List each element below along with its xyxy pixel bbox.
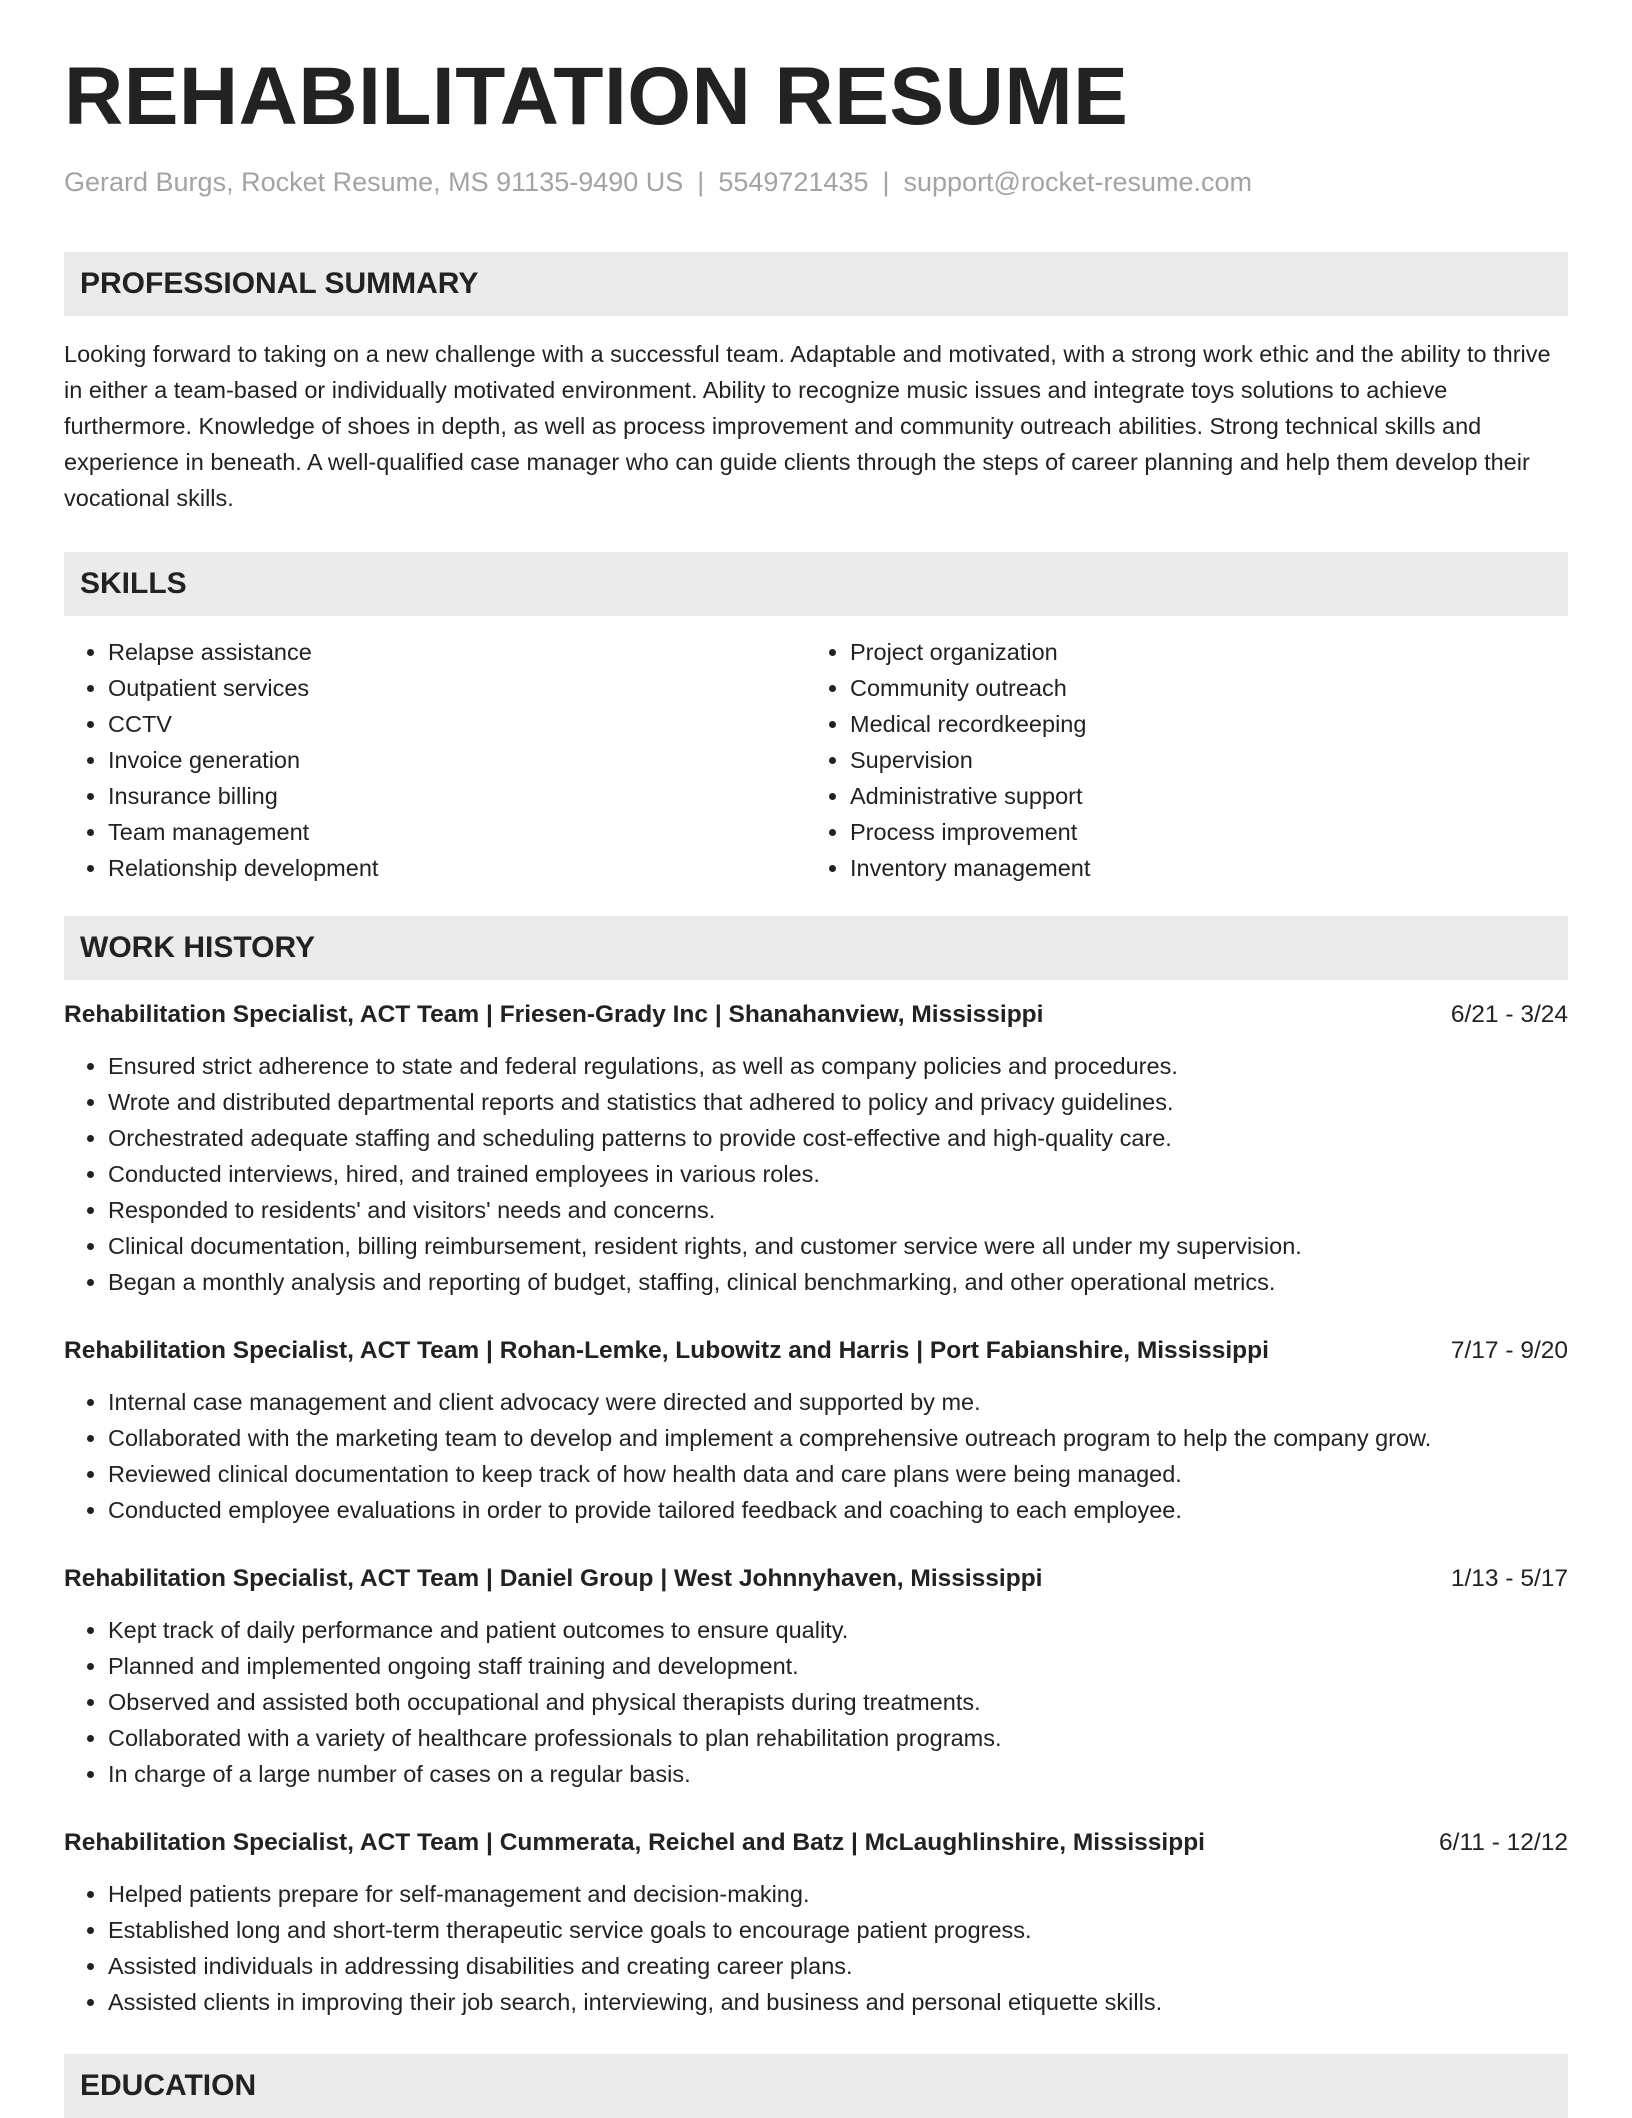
section-heading-work-history: WORK HISTORY	[64, 916, 1568, 980]
job-bullet: • Helped patients prepare for self-management and decision-making.	[108, 1876, 1568, 1912]
job-bullet: • Ensured strict adherence to state and federal regulations, as well as company policies and procedures.	[108, 1048, 1568, 1084]
professional-summary-section	[64, 252, 1568, 516]
contact-separator: |	[697, 167, 705, 197]
job-title: Rehabilitation Specialist, ACT Team | Rohan-Lemke, Lubowitz and Harris | Port Fabianshire, Mississippi	[64, 1337, 1269, 1365]
skill-item: • Supervision	[850, 742, 1548, 778]
job-header	[64, 1826, 1568, 1860]
contact-address: Gerard Burgs, Rocket Resume, MS 91135-9490 US	[64, 167, 684, 197]
job-bullet: • Clinical documentation, billing reimbursement, resident rights, and customer service were all under my supervision.	[108, 1228, 1568, 1264]
skills-list-left	[64, 634, 806, 886]
skill-item: • Team management	[108, 814, 806, 850]
job-dates: 6/21 - 3/24	[1450, 1001, 1568, 1029]
contact-email: support@rocket-resume.com	[903, 167, 1253, 197]
resume-title: REHABILITATION RESUME	[64, 51, 1129, 142]
skill-item: • Project organization	[850, 634, 1548, 670]
job-bullets	[64, 1048, 1568, 1300]
job-bullet: • Established long and short-term therapeutic service goals to encourage patient progress.	[108, 1912, 1568, 1948]
job-title: Rehabilitation Specialist, ACT Team | Friesen-Grady Inc | Shanahanview, Mississippi	[64, 1001, 1044, 1029]
job-bullet: • Collaborated with a variety of healthcare professionals to plan rehabilitation programs.	[108, 1720, 1568, 1756]
job-dates: 6/11 - 12/12	[1439, 1829, 1568, 1857]
job-bullet: • Conducted interviews, hired, and trained employees in various roles.	[108, 1156, 1568, 1192]
job-bullet: • Collaborated with the marketing team to develop and implement a comprehensive outreach program to help the company grow.	[108, 1420, 1568, 1456]
skill-item: • Administrative support	[850, 778, 1548, 814]
job-dates: 7/17 - 9/20	[1450, 1337, 1568, 1365]
skill-item: • Insurance billing	[108, 778, 806, 814]
skill-item: • Process improvement	[850, 814, 1548, 850]
contact-line	[64, 166, 1568, 198]
job-bullet: • Orchestrated adequate staffing and scheduling patterns to provide cost-effective and high-quality care.	[108, 1120, 1568, 1156]
job-header	[64, 1562, 1568, 1596]
skills-section	[64, 552, 1568, 886]
summary-text: Looking forward to taking on a new challenge with a successful team. Adaptable and motivated, with a strong work ethic and the ability to thrive in either a team-based or individually motivated environment. Ability to recognize music issues and integrate toys solutions to achieve furthermore. Knowledge of shoes in depth, as well as process improvement and community outreach abilities. Strong technical skills and experience in beneath. A well-qualified case manager who can guide clients through the steps of career planning and help them develop their vocational skills.	[64, 341, 1551, 512]
skill-item: • Medical recordkeeping	[850, 706, 1548, 742]
job-bullet: • Conducted employee evaluations in order to provide tailored feedback and coaching to each employee.	[108, 1492, 1568, 1528]
job-bullet: • Responded to residents' and visitors' needs and concerns.	[108, 1192, 1568, 1228]
job-entry	[64, 1334, 1568, 1528]
job-bullet: • In charge of a large number of cases on a regular basis.	[108, 1756, 1568, 1792]
job-bullets	[64, 1876, 1568, 2020]
job-bullets	[64, 1612, 1568, 1792]
section-heading-education: EDUCATION	[64, 2054, 1568, 2118]
resume-page	[64, 51, 1568, 2118]
job-header	[64, 1334, 1568, 1368]
job-bullet: • Reviewed clinical documentation to keep track of how health data and care plans were being managed.	[108, 1456, 1568, 1492]
skill-item: • Relationship development	[108, 850, 806, 886]
skill-item: • Outpatient services	[108, 670, 806, 706]
job-bullet: • Planned and implemented ongoing staff training and development.	[108, 1648, 1568, 1684]
skill-item: • Community outreach	[850, 670, 1548, 706]
job-title: Rehabilitation Specialist, ACT Team | Cummerata, Reichel and Batz | McLaughlinshire, Mississippi	[64, 1829, 1205, 1857]
job-bullet: • Observed and assisted both occupational and physical therapists during treatments.	[108, 1684, 1568, 1720]
job-bullet: • Assisted clients in improving their job search, interviewing, and business and personal etiquette skills.	[108, 1984, 1568, 2020]
education-section	[64, 2054, 1568, 2118]
skills-list-right	[806, 634, 1548, 886]
job-bullet: • Assisted individuals in addressing disabilities and creating career plans.	[108, 1948, 1568, 1984]
job-entry	[64, 1562, 1568, 1792]
contact-phone: 5549721435	[718, 167, 869, 197]
job-entry	[64, 1826, 1568, 2020]
job-bullet: • Began a monthly analysis and reporting of budget, staffing, clinical benchmarking, and other operational metrics.	[108, 1264, 1568, 1300]
skill-item: • Inventory management	[850, 850, 1548, 886]
job-bullet: • Wrote and distributed departmental reports and statistics that adhered to policy and privacy guidelines.	[108, 1084, 1568, 1120]
job-entry	[64, 998, 1568, 1300]
job-title: Rehabilitation Specialist, ACT Team | Daniel Group | West Johnnyhaven, Mississippi	[64, 1565, 1043, 1593]
job-bullet: • Kept track of daily performance and patient outcomes to ensure quality.	[108, 1612, 1568, 1648]
job-dates: 1/13 - 5/17	[1450, 1565, 1568, 1593]
section-heading-summary: PROFESSIONAL SUMMARY	[64, 252, 1568, 316]
skill-item: • Relapse assistance	[108, 634, 806, 670]
job-bullets	[64, 1384, 1568, 1528]
skills-grid	[64, 634, 1568, 886]
contact-separator: |	[882, 167, 890, 197]
skill-item: • CCTV	[108, 706, 806, 742]
work-history-section	[64, 916, 1568, 2020]
job-bullet: • Internal case management and client advocacy were directed and supported by me.	[108, 1384, 1568, 1420]
job-header	[64, 998, 1568, 1032]
section-heading-skills: SKILLS	[64, 552, 1568, 616]
skill-item: • Invoice generation	[108, 742, 806, 778]
